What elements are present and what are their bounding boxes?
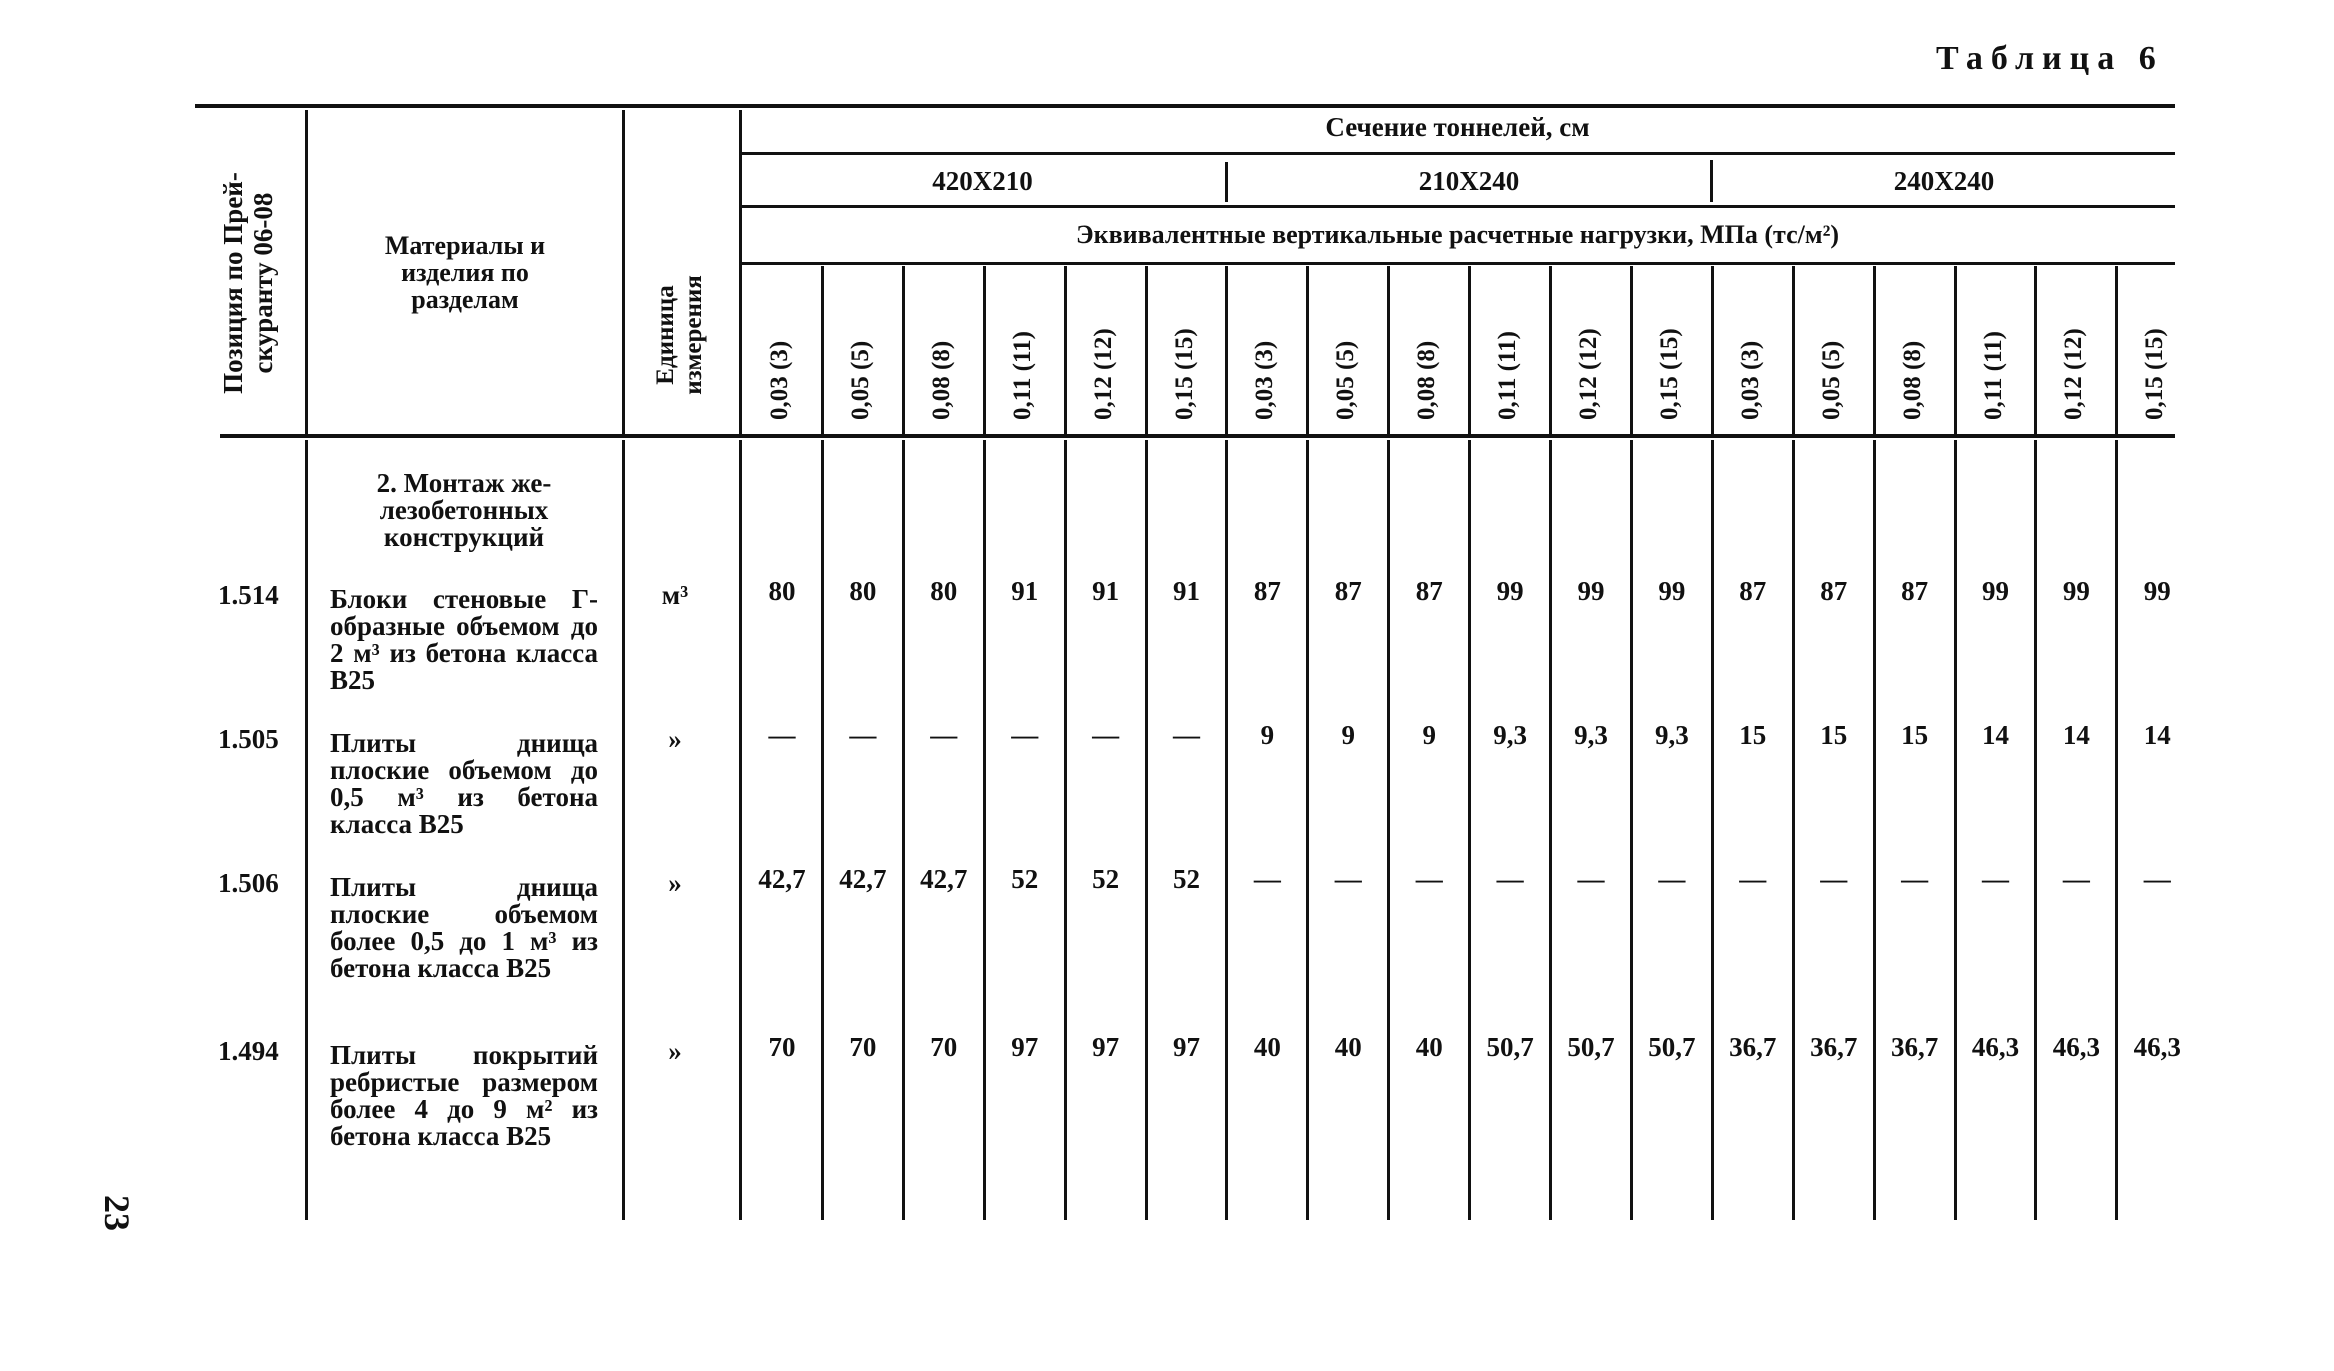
table-cell: — <box>1173 720 1200 750</box>
data-col-divider <box>1792 440 1795 1220</box>
load-col-divider <box>1630 266 1633 434</box>
table-cell: 97 <box>1173 1032 1200 1062</box>
load-col-divider <box>1145 266 1148 434</box>
load-col-divider <box>1873 266 1876 434</box>
load-label: 0,15 (15) <box>1655 328 1683 420</box>
table-cell: 80 <box>849 576 877 606</box>
data-col-divider <box>2034 440 2037 1220</box>
load-col-divider <box>902 266 905 434</box>
table-cell: — <box>1901 864 1929 894</box>
data-col-divider <box>1064 440 1067 1220</box>
table-cell: 9 <box>1422 720 1436 750</box>
load-col-divider <box>1064 266 1067 434</box>
table-cell: 14 <box>2143 720 2171 750</box>
load-col-divider <box>1954 266 1957 434</box>
load-col-divider <box>821 266 824 434</box>
table-cell: 40 <box>1334 1032 1362 1062</box>
row-unit: м³ <box>661 580 689 610</box>
col-divider <box>622 440 625 1220</box>
table-cell: — <box>930 720 958 750</box>
row-unit: » <box>668 1036 682 1066</box>
table-title: Таблица 6 <box>1936 40 2164 77</box>
table-cell: 87 <box>1820 576 1848 606</box>
table-cell: 36,7 <box>1729 1032 1777 1062</box>
row-material: Плиты днища плоские объемом до 0,5 м³ из бетона класса В25 <box>330 728 598 839</box>
load-label: 0,03 (3) <box>1251 340 1279 420</box>
section-heading: 2. Монтаж же- лезобетонных конструкций <box>376 468 552 552</box>
load-col-divider <box>1387 266 1390 434</box>
data-col-divider <box>983 440 986 1220</box>
load-label: 0,08 (8) <box>1413 340 1441 420</box>
load-col-divider <box>1306 266 1309 434</box>
table-cell: — <box>849 720 877 750</box>
data-col-divider <box>1873 440 1876 1220</box>
table-cell: 99 <box>1982 576 2009 606</box>
load-label: 0,15 (15) <box>1170 328 1198 420</box>
table-cell: 99 <box>2143 576 2171 606</box>
load-label: 0,11 (11) <box>1494 331 1522 420</box>
unit-header: Единица измерения <box>652 275 707 395</box>
table-cell: — <box>2062 864 2090 894</box>
table-cell: 87 <box>1415 576 1443 606</box>
data-col-divider <box>1306 440 1309 1220</box>
data-col-divider <box>1630 440 1633 1220</box>
table-cell: 40 <box>1253 1032 1281 1062</box>
load-label: 0,15 (15) <box>2141 328 2169 420</box>
table-cell: 87 <box>1901 576 1929 606</box>
table-cell: 70 <box>930 1032 958 1062</box>
load-label: 0,03 (3) <box>1736 340 1764 420</box>
table-cell: 97 <box>1092 1032 1120 1062</box>
table-cell: — <box>1739 864 1767 894</box>
table-cell: 52 <box>1173 864 1200 894</box>
table-cell: 50,7 <box>1648 1032 1696 1062</box>
data-col-divider <box>821 440 824 1220</box>
row-position: 1.514 <box>218 580 279 610</box>
table-cell: 9 <box>1341 720 1356 750</box>
table-cell: 42,7 <box>839 864 887 894</box>
load-col-divider <box>1711 266 1714 434</box>
table-cell: 9,3 <box>1574 720 1608 750</box>
load-col-divider <box>2034 266 2037 434</box>
table-cell: 46,3 <box>2133 1032 2181 1062</box>
load-label: 0,05 (5) <box>1332 340 1360 420</box>
table-cell: 91 <box>1092 576 1120 606</box>
data-col-divider <box>1549 440 1552 1220</box>
table-cell: — <box>1253 864 1281 894</box>
col-divider <box>305 110 308 435</box>
table-cell: 50,7 <box>1486 1032 1534 1062</box>
row-position: 1.505 <box>218 724 279 754</box>
table-cell: 50,7 <box>1567 1032 1615 1062</box>
table-cell: — <box>1496 864 1524 894</box>
table-cell: — <box>768 720 796 750</box>
load-label: 0,11 (11) <box>1979 331 2007 420</box>
table-cell: — <box>1658 864 1686 894</box>
size-420x210: 420X210 <box>932 166 1033 196</box>
load-col-divider <box>2115 266 2118 434</box>
load-col-divider <box>1225 266 1228 434</box>
load-label: 0,08 (8) <box>1898 340 1926 420</box>
table-cell: 9 <box>1260 720 1275 750</box>
data-col-divider <box>1954 440 1957 1220</box>
table-cell: 91 <box>1173 576 1200 606</box>
row-position: 1.506 <box>218 868 279 898</box>
row-material: Плиты днища плоские объемом более 0,5 до 1 м³ из бетона класса В25 <box>330 872 598 983</box>
table-cell: — <box>1577 864 1605 894</box>
table-cell: 99 <box>1496 576 1524 606</box>
table-cell: 87 <box>1739 576 1767 606</box>
table-cell: 14 <box>2062 720 2090 750</box>
size-240x240: 240X240 <box>1893 166 1995 196</box>
row-material: Блоки стеновые Г-образные объемом до 2 м³ из бетона класса В25 <box>330 584 598 695</box>
col-divider <box>739 110 742 435</box>
materials-header: Материалы и изделия по разделам <box>384 231 546 314</box>
col-divider <box>739 440 742 1220</box>
table-cell: 97 <box>1011 1032 1039 1062</box>
data-col-divider <box>1145 440 1148 1220</box>
load-label: 0,05 (5) <box>1817 340 1845 420</box>
table-cell: 99 <box>1658 576 1686 606</box>
table-cell: — <box>2143 864 2171 894</box>
table-cell: 70 <box>849 1032 877 1062</box>
load-col-divider <box>1792 266 1795 434</box>
table-cell: 87 <box>1334 576 1362 606</box>
data-col-divider <box>1711 440 1714 1220</box>
table-cell: 42,7 <box>758 864 806 894</box>
table-cell: 36,7 <box>1810 1032 1858 1062</box>
row-position: 1.494 <box>218 1036 279 1066</box>
load-label: 0,12 (12) <box>1575 328 1602 420</box>
load-label: 0,03 (3) <box>766 340 793 420</box>
table-cell: 91 <box>1011 576 1039 606</box>
row-unit: » <box>668 868 682 898</box>
table-cell: 80 <box>930 576 958 606</box>
table-cell: 99 <box>2062 576 2090 606</box>
size-rule <box>740 205 2175 208</box>
row-material: Плиты покрытий ребристые размером более 4 до 9 м² из бетона класса В25 <box>330 1040 598 1151</box>
position-header: Позиция по Прей- скуранту 06-08 <box>218 172 278 394</box>
table-cell: 15 <box>1739 720 1767 750</box>
col-divider <box>622 110 625 435</box>
data-col-divider <box>902 440 905 1220</box>
table-cell: 52 <box>1092 864 1120 894</box>
loads-title-rule <box>740 262 2175 265</box>
section-rule <box>740 152 2175 155</box>
page-number: 23 <box>97 1195 137 1231</box>
top-rule <box>195 104 2175 108</box>
table-cell: 15 <box>1820 720 1848 750</box>
table-cell: 46,3 <box>2052 1032 2101 1062</box>
table-cell: — <box>1820 864 1848 894</box>
table-cell: 9,3 <box>1655 720 1689 750</box>
table-cell: — <box>1415 864 1443 894</box>
table-cell: 46,3 <box>1971 1032 2020 1062</box>
table-cell: — <box>1982 864 2009 894</box>
load-label: 0,08 (8) <box>927 340 955 420</box>
table-cell: 15 <box>1901 720 1929 750</box>
load-label: 0,12 (12) <box>1089 328 1117 420</box>
size-210x240: 210X240 <box>1418 166 1520 196</box>
table-cell: 9,3 <box>1493 720 1527 750</box>
section-header: Сечение тоннелей, см <box>1325 112 1590 142</box>
table-cell: 42,7 <box>920 864 968 894</box>
load-col-divider <box>983 266 986 434</box>
load-label: 0,11 (11) <box>1008 331 1036 420</box>
table-cell: 99 <box>1577 576 1605 606</box>
load-label: 0,12 (12) <box>2060 328 2088 420</box>
row-unit: » <box>668 724 682 754</box>
table-cell: — <box>1334 864 1362 894</box>
table-cell: 52 <box>1011 864 1039 894</box>
data-col-divider <box>1225 440 1228 1220</box>
table-cell: 40 <box>1415 1032 1443 1062</box>
load-label: 0,05 (5) <box>846 340 874 420</box>
table-cell: — <box>1092 720 1120 750</box>
data-col-divider <box>1387 440 1390 1220</box>
data-col-divider <box>1468 440 1471 1220</box>
table-cell: 36,7 <box>1890 1032 1939 1062</box>
table-cell: 14 <box>1982 720 2009 750</box>
table-cell: 80 <box>768 576 796 606</box>
loads-title: Эквивалентные вертикальные расчетные нагрузки, МПа (тс/м²) <box>1075 220 1840 249</box>
col-divider <box>305 440 308 1220</box>
header-bottom-rule <box>220 434 2175 438</box>
table-cell: — <box>1011 720 1039 750</box>
table-cell: 87 <box>1253 576 1281 606</box>
load-col-divider <box>1468 266 1471 434</box>
load-col-divider <box>1549 266 1552 434</box>
data-col-divider <box>2115 440 2118 1220</box>
table-cell: 70 <box>768 1032 796 1062</box>
